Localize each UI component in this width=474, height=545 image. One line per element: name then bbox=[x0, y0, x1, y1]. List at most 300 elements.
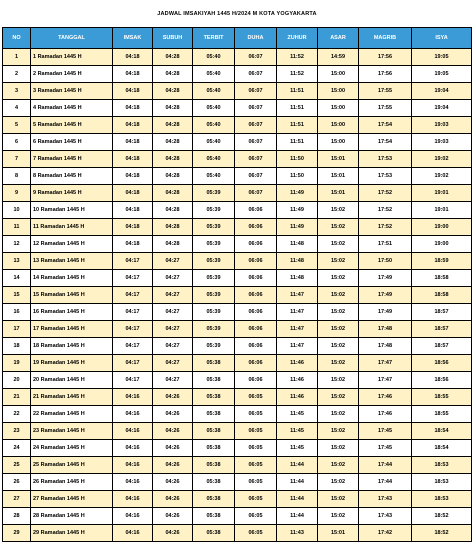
cell-isya: 18:54 bbox=[412, 440, 472, 457]
cell-terbit: 05:39 bbox=[193, 287, 235, 304]
cell-magrib: 17:45 bbox=[359, 440, 412, 457]
header-subuh: SUBUH bbox=[153, 28, 193, 49]
cell-isya: 18:56 bbox=[412, 355, 472, 372]
table-row bbox=[3, 474, 472, 491]
table-row bbox=[3, 491, 472, 508]
cell-isya: 18:58 bbox=[412, 287, 472, 304]
cell-asar: 15:01 bbox=[318, 525, 359, 542]
cell-tanggal: 28 Ramadan 1445 H bbox=[31, 508, 113, 525]
cell-zuhur: 11:47 bbox=[277, 338, 318, 355]
table-row bbox=[3, 100, 472, 117]
cell-isya: 19:02 bbox=[412, 151, 472, 168]
table-row bbox=[3, 134, 472, 151]
cell-no: 14 bbox=[3, 270, 31, 287]
cell-terbit: 05:38 bbox=[193, 372, 235, 389]
cell-terbit: 05:39 bbox=[193, 270, 235, 287]
header-imsak: IMSAK bbox=[113, 28, 153, 49]
cell-duha: 06:07 bbox=[235, 168, 277, 185]
cell-terbit: 05:40 bbox=[193, 151, 235, 168]
table-row bbox=[3, 287, 472, 304]
cell-isya: 19:03 bbox=[412, 117, 472, 134]
cell-imsak: 04:18 bbox=[113, 185, 153, 202]
cell-no: 8 bbox=[3, 168, 31, 185]
cell-asar: 15:01 bbox=[318, 185, 359, 202]
cell-imsak: 04:16 bbox=[113, 389, 153, 406]
cell-duha: 06:06 bbox=[235, 304, 277, 321]
cell-terbit: 05:38 bbox=[193, 508, 235, 525]
cell-subuh: 04:26 bbox=[153, 406, 193, 423]
cell-zuhur: 11:46 bbox=[277, 372, 318, 389]
table-row bbox=[3, 66, 472, 83]
cell-terbit: 05:38 bbox=[193, 525, 235, 542]
table-row bbox=[3, 270, 472, 287]
cell-subuh: 04:26 bbox=[153, 389, 193, 406]
cell-imsak: 04:18 bbox=[113, 236, 153, 253]
cell-magrib: 17:53 bbox=[359, 151, 412, 168]
cell-magrib: 17:52 bbox=[359, 219, 412, 236]
cell-subuh: 04:28 bbox=[153, 185, 193, 202]
cell-tanggal: 4 Ramadan 1445 H bbox=[31, 100, 113, 117]
schedule-title: JADWAL IMSAKIYAH 1445 H/2024 M KOTA YOGYAKARTA bbox=[157, 10, 317, 17]
cell-imsak: 04:17 bbox=[113, 372, 153, 389]
cell-subuh: 04:27 bbox=[153, 321, 193, 338]
cell-asar: 15:02 bbox=[318, 202, 359, 219]
cell-tanggal: 23 Ramadan 1445 H bbox=[31, 423, 113, 440]
cell-subuh: 04:28 bbox=[153, 117, 193, 134]
cell-no: 20 bbox=[3, 372, 31, 389]
cell-zuhur: 11:47 bbox=[277, 287, 318, 304]
cell-isya: 18:57 bbox=[412, 338, 472, 355]
cell-subuh: 04:28 bbox=[153, 100, 193, 117]
cell-duha: 06:05 bbox=[235, 457, 277, 474]
cell-tanggal: 1 Ramadan 1445 H bbox=[31, 49, 113, 66]
table-row bbox=[3, 236, 472, 253]
cell-subuh: 04:27 bbox=[153, 253, 193, 270]
cell-zuhur: 11:46 bbox=[277, 389, 318, 406]
cell-asar: 15:00 bbox=[318, 100, 359, 117]
cell-asar: 14:59 bbox=[318, 49, 359, 66]
cell-isya: 18:52 bbox=[412, 525, 472, 542]
table-row bbox=[3, 440, 472, 457]
cell-duha: 06:05 bbox=[235, 440, 277, 457]
cell-duha: 06:06 bbox=[235, 338, 277, 355]
cell-asar: 15:02 bbox=[318, 372, 359, 389]
cell-tanggal: 22 Ramadan 1445 H bbox=[31, 406, 113, 423]
cell-tanggal: 15 Ramadan 1445 H bbox=[31, 287, 113, 304]
cell-magrib: 17:56 bbox=[359, 66, 412, 83]
cell-imsak: 04:16 bbox=[113, 474, 153, 491]
cell-imsak: 04:18 bbox=[113, 49, 153, 66]
cell-no: 16 bbox=[3, 304, 31, 321]
cell-isya: 19:05 bbox=[412, 66, 472, 83]
cell-imsak: 04:18 bbox=[113, 219, 153, 236]
cell-magrib: 17:53 bbox=[359, 168, 412, 185]
cell-tanggal: 21 Ramadan 1445 H bbox=[31, 389, 113, 406]
cell-imsak: 04:17 bbox=[113, 338, 153, 355]
cell-subuh: 04:28 bbox=[153, 236, 193, 253]
cell-terbit: 05:38 bbox=[193, 355, 235, 372]
schedule-table bbox=[2, 27, 472, 542]
header-tanggal: TANGGAL bbox=[31, 28, 113, 49]
cell-magrib: 17:48 bbox=[359, 338, 412, 355]
table-row bbox=[3, 117, 472, 134]
table-row bbox=[3, 525, 472, 542]
cell-duha: 06:07 bbox=[235, 151, 277, 168]
header-zuhur: ZUHUR bbox=[277, 28, 318, 49]
cell-imsak: 04:18 bbox=[113, 168, 153, 185]
cell-subuh: 04:26 bbox=[153, 423, 193, 440]
cell-zuhur: 11:48 bbox=[277, 253, 318, 270]
table-header bbox=[3, 28, 472, 49]
table-row bbox=[3, 202, 472, 219]
cell-no: 1 bbox=[3, 49, 31, 66]
cell-zuhur: 11:49 bbox=[277, 219, 318, 236]
cell-asar: 15:02 bbox=[318, 406, 359, 423]
cell-isya: 18:55 bbox=[412, 389, 472, 406]
cell-subuh: 04:26 bbox=[153, 440, 193, 457]
cell-no: 24 bbox=[3, 440, 31, 457]
cell-duha: 06:05 bbox=[235, 474, 277, 491]
cell-no: 22 bbox=[3, 406, 31, 423]
cell-zuhur: 11:49 bbox=[277, 202, 318, 219]
cell-zuhur: 11:51 bbox=[277, 134, 318, 151]
cell-magrib: 17:55 bbox=[359, 83, 412, 100]
cell-zuhur: 11:52 bbox=[277, 49, 318, 66]
cell-duha: 06:06 bbox=[235, 253, 277, 270]
cell-asar: 15:02 bbox=[318, 355, 359, 372]
cell-isya: 18:58 bbox=[412, 270, 472, 287]
cell-imsak: 04:17 bbox=[113, 253, 153, 270]
header-isya: ISYA bbox=[412, 28, 472, 49]
cell-isya: 18:57 bbox=[412, 304, 472, 321]
cell-zuhur: 11:51 bbox=[277, 117, 318, 134]
cell-no: 17 bbox=[3, 321, 31, 338]
cell-imsak: 04:16 bbox=[113, 457, 153, 474]
cell-no: 3 bbox=[3, 83, 31, 100]
cell-imsak: 04:16 bbox=[113, 440, 153, 457]
cell-no: 23 bbox=[3, 423, 31, 440]
cell-magrib: 17:56 bbox=[359, 49, 412, 66]
cell-terbit: 05:39 bbox=[193, 185, 235, 202]
cell-zuhur: 11:44 bbox=[277, 491, 318, 508]
cell-no: 21 bbox=[3, 389, 31, 406]
cell-magrib: 17:43 bbox=[359, 508, 412, 525]
cell-isya: 18:53 bbox=[412, 474, 472, 491]
cell-magrib: 17:55 bbox=[359, 100, 412, 117]
table-row bbox=[3, 83, 472, 100]
cell-asar: 15:02 bbox=[318, 236, 359, 253]
cell-duha: 06:06 bbox=[235, 219, 277, 236]
table-body bbox=[3, 49, 472, 542]
cell-duha: 06:06 bbox=[235, 287, 277, 304]
cell-no: 4 bbox=[3, 100, 31, 117]
cell-imsak: 04:17 bbox=[113, 355, 153, 372]
cell-terbit: 05:40 bbox=[193, 66, 235, 83]
cell-no: 26 bbox=[3, 474, 31, 491]
cell-subuh: 04:27 bbox=[153, 355, 193, 372]
cell-isya: 18:57 bbox=[412, 321, 472, 338]
cell-imsak: 04:16 bbox=[113, 525, 153, 542]
cell-no: 19 bbox=[3, 355, 31, 372]
cell-duha: 06:07 bbox=[235, 83, 277, 100]
cell-asar: 15:02 bbox=[318, 474, 359, 491]
cell-subuh: 04:26 bbox=[153, 491, 193, 508]
cell-tanggal: 25 Ramadan 1445 H bbox=[31, 457, 113, 474]
cell-terbit: 05:38 bbox=[193, 440, 235, 457]
cell-tanggal: 14 Ramadan 1445 H bbox=[31, 270, 113, 287]
cell-no: 11 bbox=[3, 219, 31, 236]
cell-asar: 15:00 bbox=[318, 117, 359, 134]
cell-tanggal: 8 Ramadan 1445 H bbox=[31, 168, 113, 185]
cell-no: 28 bbox=[3, 508, 31, 525]
cell-subuh: 04:28 bbox=[153, 134, 193, 151]
cell-terbit: 05:38 bbox=[193, 457, 235, 474]
cell-isya: 19:01 bbox=[412, 202, 472, 219]
cell-asar: 15:02 bbox=[318, 440, 359, 457]
cell-subuh: 04:28 bbox=[153, 202, 193, 219]
cell-subuh: 04:26 bbox=[153, 508, 193, 525]
cell-isya: 19:03 bbox=[412, 134, 472, 151]
cell-duha: 06:05 bbox=[235, 389, 277, 406]
cell-terbit: 05:39 bbox=[193, 253, 235, 270]
cell-duha: 06:05 bbox=[235, 508, 277, 525]
cell-duha: 06:06 bbox=[235, 202, 277, 219]
cell-tanggal: 3 Ramadan 1445 H bbox=[31, 83, 113, 100]
cell-subuh: 04:27 bbox=[153, 287, 193, 304]
cell-isya: 19:05 bbox=[412, 49, 472, 66]
table-row bbox=[3, 457, 472, 474]
cell-magrib: 17:52 bbox=[359, 202, 412, 219]
cell-zuhur: 11:47 bbox=[277, 321, 318, 338]
cell-tanggal: 27 Ramadan 1445 H bbox=[31, 491, 113, 508]
cell-isya: 18:56 bbox=[412, 372, 472, 389]
cell-asar: 15:02 bbox=[318, 423, 359, 440]
cell-duha: 06:06 bbox=[235, 270, 277, 287]
cell-zuhur: 11:50 bbox=[277, 168, 318, 185]
cell-zuhur: 11:49 bbox=[277, 185, 318, 202]
cell-magrib: 17:52 bbox=[359, 185, 412, 202]
cell-zuhur: 11:48 bbox=[277, 236, 318, 253]
cell-no: 2 bbox=[3, 66, 31, 83]
cell-no: 6 bbox=[3, 134, 31, 151]
cell-duha: 06:07 bbox=[235, 49, 277, 66]
cell-magrib: 17:46 bbox=[359, 389, 412, 406]
cell-magrib: 17:49 bbox=[359, 270, 412, 287]
cell-zuhur: 11:43 bbox=[277, 525, 318, 542]
table-row bbox=[3, 406, 472, 423]
cell-asar: 15:00 bbox=[318, 134, 359, 151]
cell-terbit: 05:39 bbox=[193, 236, 235, 253]
cell-tanggal: 18 Ramadan 1445 H bbox=[31, 338, 113, 355]
cell-terbit: 05:40 bbox=[193, 134, 235, 151]
cell-magrib: 17:50 bbox=[359, 253, 412, 270]
cell-duha: 06:07 bbox=[235, 117, 277, 134]
cell-no: 18 bbox=[3, 338, 31, 355]
cell-imsak: 04:18 bbox=[113, 151, 153, 168]
cell-isya: 19:00 bbox=[412, 219, 472, 236]
cell-asar: 15:02 bbox=[318, 219, 359, 236]
cell-zuhur: 11:47 bbox=[277, 304, 318, 321]
cell-imsak: 04:18 bbox=[113, 100, 153, 117]
cell-duha: 06:05 bbox=[235, 525, 277, 542]
table-row bbox=[3, 372, 472, 389]
table-row bbox=[3, 253, 472, 270]
table-row bbox=[3, 355, 472, 372]
cell-subuh: 04:27 bbox=[153, 270, 193, 287]
cell-asar: 15:01 bbox=[318, 168, 359, 185]
table-row bbox=[3, 389, 472, 406]
cell-magrib: 17:48 bbox=[359, 321, 412, 338]
cell-imsak: 04:18 bbox=[113, 83, 153, 100]
cell-duha: 06:06 bbox=[235, 355, 277, 372]
cell-no: 5 bbox=[3, 117, 31, 134]
cell-terbit: 05:38 bbox=[193, 491, 235, 508]
cell-zuhur: 11:44 bbox=[277, 474, 318, 491]
cell-subuh: 04:26 bbox=[153, 457, 193, 474]
header-terbit: TERBIT bbox=[193, 28, 235, 49]
cell-subuh: 04:28 bbox=[153, 83, 193, 100]
cell-magrib: 17:47 bbox=[359, 372, 412, 389]
cell-tanggal: 9 Ramadan 1445 H bbox=[31, 185, 113, 202]
cell-magrib: 17:51 bbox=[359, 236, 412, 253]
cell-terbit: 05:40 bbox=[193, 49, 235, 66]
cell-isya: 19:02 bbox=[412, 168, 472, 185]
cell-imsak: 04:16 bbox=[113, 491, 153, 508]
cell-asar: 15:02 bbox=[318, 321, 359, 338]
cell-tanggal: 16 Ramadan 1445 H bbox=[31, 304, 113, 321]
cell-magrib: 17:54 bbox=[359, 117, 412, 134]
cell-no: 25 bbox=[3, 457, 31, 474]
table-row bbox=[3, 423, 472, 440]
cell-no: 7 bbox=[3, 151, 31, 168]
cell-magrib: 17:44 bbox=[359, 474, 412, 491]
cell-zuhur: 11:44 bbox=[277, 508, 318, 525]
header-duha: DUHA bbox=[235, 28, 277, 49]
cell-no: 12 bbox=[3, 236, 31, 253]
table-row bbox=[3, 151, 472, 168]
cell-zuhur: 11:46 bbox=[277, 355, 318, 372]
cell-asar: 15:01 bbox=[318, 151, 359, 168]
cell-terbit: 05:39 bbox=[193, 219, 235, 236]
cell-duha: 06:06 bbox=[235, 236, 277, 253]
cell-isya: 18:55 bbox=[412, 406, 472, 423]
cell-duha: 06:05 bbox=[235, 491, 277, 508]
cell-tanggal: 13 Ramadan 1445 H bbox=[31, 253, 113, 270]
cell-subuh: 04:28 bbox=[153, 49, 193, 66]
cell-asar: 15:02 bbox=[318, 508, 359, 525]
cell-tanggal: 2 Ramadan 1445 H bbox=[31, 66, 113, 83]
cell-zuhur: 11:48 bbox=[277, 270, 318, 287]
table-row bbox=[3, 168, 472, 185]
cell-magrib: 17:43 bbox=[359, 491, 412, 508]
cell-duha: 06:06 bbox=[235, 372, 277, 389]
cell-asar: 15:02 bbox=[318, 491, 359, 508]
cell-terbit: 05:38 bbox=[193, 389, 235, 406]
cell-subuh: 04:28 bbox=[153, 151, 193, 168]
cell-isya: 19:00 bbox=[412, 236, 472, 253]
cell-tanggal: 24 Ramadan 1445 H bbox=[31, 440, 113, 457]
cell-imsak: 04:17 bbox=[113, 304, 153, 321]
table-row bbox=[3, 338, 472, 355]
cell-imsak: 04:17 bbox=[113, 287, 153, 304]
header-no: NO bbox=[3, 28, 31, 49]
cell-duha: 06:05 bbox=[235, 423, 277, 440]
cell-terbit: 05:39 bbox=[193, 321, 235, 338]
cell-subuh: 04:27 bbox=[153, 372, 193, 389]
cell-tanggal: 29 Ramadan 1445 H bbox=[31, 525, 113, 542]
cell-zuhur: 11:45 bbox=[277, 423, 318, 440]
cell-magrib: 17:44 bbox=[359, 457, 412, 474]
cell-subuh: 04:27 bbox=[153, 304, 193, 321]
cell-tanggal: 7 Ramadan 1445 H bbox=[31, 151, 113, 168]
cell-terbit: 05:38 bbox=[193, 474, 235, 491]
cell-zuhur: 11:45 bbox=[277, 440, 318, 457]
cell-no: 27 bbox=[3, 491, 31, 508]
cell-magrib: 17:49 bbox=[359, 287, 412, 304]
cell-magrib: 17:45 bbox=[359, 423, 412, 440]
cell-isya: 19:04 bbox=[412, 100, 472, 117]
cell-tanggal: 26 Ramadan 1445 H bbox=[31, 474, 113, 491]
cell-duha: 06:06 bbox=[235, 321, 277, 338]
table-row bbox=[3, 304, 472, 321]
cell-imsak: 04:18 bbox=[113, 117, 153, 134]
cell-tanggal: 12 Ramadan 1445 H bbox=[31, 236, 113, 253]
cell-imsak: 04:16 bbox=[113, 423, 153, 440]
cell-no: 13 bbox=[3, 253, 31, 270]
cell-magrib: 17:49 bbox=[359, 304, 412, 321]
cell-duha: 06:07 bbox=[235, 185, 277, 202]
cell-asar: 15:02 bbox=[318, 457, 359, 474]
cell-magrib: 17:46 bbox=[359, 406, 412, 423]
cell-terbit: 05:40 bbox=[193, 168, 235, 185]
cell-imsak: 04:18 bbox=[113, 66, 153, 83]
header-row bbox=[3, 28, 472, 49]
cell-zuhur: 11:51 bbox=[277, 100, 318, 117]
cell-imsak: 04:17 bbox=[113, 270, 153, 287]
cell-asar: 15:02 bbox=[318, 389, 359, 406]
table-row bbox=[3, 508, 472, 525]
cell-magrib: 17:54 bbox=[359, 134, 412, 151]
header-magrib: MAGRIB bbox=[359, 28, 412, 49]
cell-imsak: 04:17 bbox=[113, 321, 153, 338]
header-asar: ASAR bbox=[318, 28, 359, 49]
cell-subuh: 04:28 bbox=[153, 168, 193, 185]
cell-terbit: 05:40 bbox=[193, 100, 235, 117]
cell-subuh: 04:26 bbox=[153, 525, 193, 542]
cell-zuhur: 11:45 bbox=[277, 406, 318, 423]
cell-zuhur: 11:50 bbox=[277, 151, 318, 168]
cell-zuhur: 11:52 bbox=[277, 66, 318, 83]
cell-no: 29 bbox=[3, 525, 31, 542]
cell-asar: 15:02 bbox=[318, 304, 359, 321]
cell-isya: 18:54 bbox=[412, 423, 472, 440]
cell-terbit: 05:40 bbox=[193, 117, 235, 134]
cell-subuh: 04:26 bbox=[153, 474, 193, 491]
cell-tanggal: 19 Ramadan 1445 H bbox=[31, 355, 113, 372]
cell-terbit: 05:38 bbox=[193, 406, 235, 423]
cell-asar: 15:02 bbox=[318, 253, 359, 270]
cell-zuhur: 11:44 bbox=[277, 457, 318, 474]
cell-isya: 18:53 bbox=[412, 457, 472, 474]
cell-tanggal: 6 Ramadan 1445 H bbox=[31, 134, 113, 151]
cell-terbit: 05:39 bbox=[193, 202, 235, 219]
cell-duha: 06:07 bbox=[235, 100, 277, 117]
cell-terbit: 05:40 bbox=[193, 83, 235, 100]
cell-duha: 06:05 bbox=[235, 406, 277, 423]
cell-isya: 18:59 bbox=[412, 253, 472, 270]
table-row bbox=[3, 219, 472, 236]
cell-asar: 15:02 bbox=[318, 270, 359, 287]
